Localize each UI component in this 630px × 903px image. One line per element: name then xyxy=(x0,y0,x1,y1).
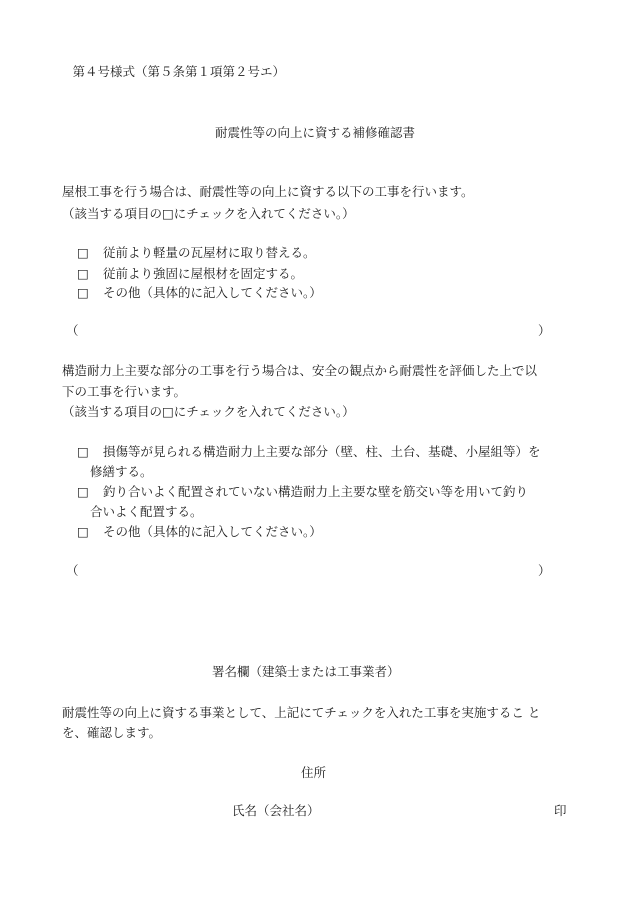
structural-intro-1: 構造耐力上主要な部分の工事を行う場合は、安全の観点から耐震性を評価した上で以 xyxy=(62,363,538,378)
structural-option-label: 損傷等が見られる構造耐力上主要な部分（壁、柱、土台、基礎、小屋組等）を xyxy=(103,444,541,459)
roof-other-close-paren: ） xyxy=(538,323,551,338)
structural-other-close-paren: ） xyxy=(538,563,551,578)
signature-statement-1: 耐震性等の向上に資する事業として、上記にてチェックを入れた工事を実施するこ と xyxy=(62,705,541,720)
structural-option-3[interactable] xyxy=(77,526,322,539)
structural-other-input[interactable] xyxy=(82,562,536,580)
roof-option-2[interactable] xyxy=(77,268,303,281)
page-title: 耐震性等の向上に資する補修確認書 xyxy=(214,125,415,140)
structural-option-2-cont: 合いよく配置する。 xyxy=(90,504,203,519)
structural-instruction: （該当する項目の□にチェックを入れてください。） xyxy=(62,404,355,419)
signature-statement-2: を、確認します。 xyxy=(62,725,162,740)
form-number: 第４号様式（第５条第１項第２号エ） xyxy=(60,64,286,79)
checkbox[interactable]: □ xyxy=(77,266,89,281)
roof-option-1[interactable] xyxy=(77,247,316,260)
roof-option-label: 従前より強固に屋根材を固定する。 xyxy=(103,266,304,281)
checkbox[interactable]: □ xyxy=(77,285,89,300)
checkbox[interactable]: □ xyxy=(77,524,89,539)
signature-heading: 署名欄（建築士または工事業者） xyxy=(212,664,400,679)
roof-other-input[interactable] xyxy=(82,322,536,340)
roof-intro: 屋根工事を行う場合は、耐震性等の向上に資する以下の工事を行います。 xyxy=(62,184,474,199)
structural-option-1[interactable] xyxy=(77,446,541,459)
checkbox[interactable]: □ xyxy=(77,444,89,459)
seal-mark: 印 xyxy=(554,803,567,818)
roof-instruction: （該当する項目の□にチェックを入れてください。） xyxy=(62,206,355,221)
name-input[interactable] xyxy=(330,802,540,820)
roof-option-label: その他（具体的に記入してください。） xyxy=(103,285,322,300)
roof-other-open-paren: （ xyxy=(66,323,79,338)
checkbox[interactable]: □ xyxy=(77,245,89,260)
roof-option-3[interactable] xyxy=(77,287,322,300)
roof-option-label: 従前より軽量の瓦屋材に取り替える。 xyxy=(103,245,316,260)
structural-other-open-paren: （ xyxy=(66,563,79,578)
name-label: 氏名（会社名） xyxy=(232,803,320,818)
structural-option-1-cont: 修繕する。 xyxy=(90,464,153,479)
structural-option-label: 釣り合いよく配置されていない構造耐力上主要な壁を筋交い等を用いて釣り xyxy=(103,484,529,499)
address-input[interactable] xyxy=(340,764,550,782)
address-label: 住所 xyxy=(301,765,327,780)
checkbox[interactable]: □ xyxy=(77,484,89,499)
structural-option-2[interactable] xyxy=(77,486,528,499)
structural-intro-2: 下の工事を行います。 xyxy=(62,384,187,399)
structural-option-label: その他（具体的に記入してください。） xyxy=(103,524,322,539)
